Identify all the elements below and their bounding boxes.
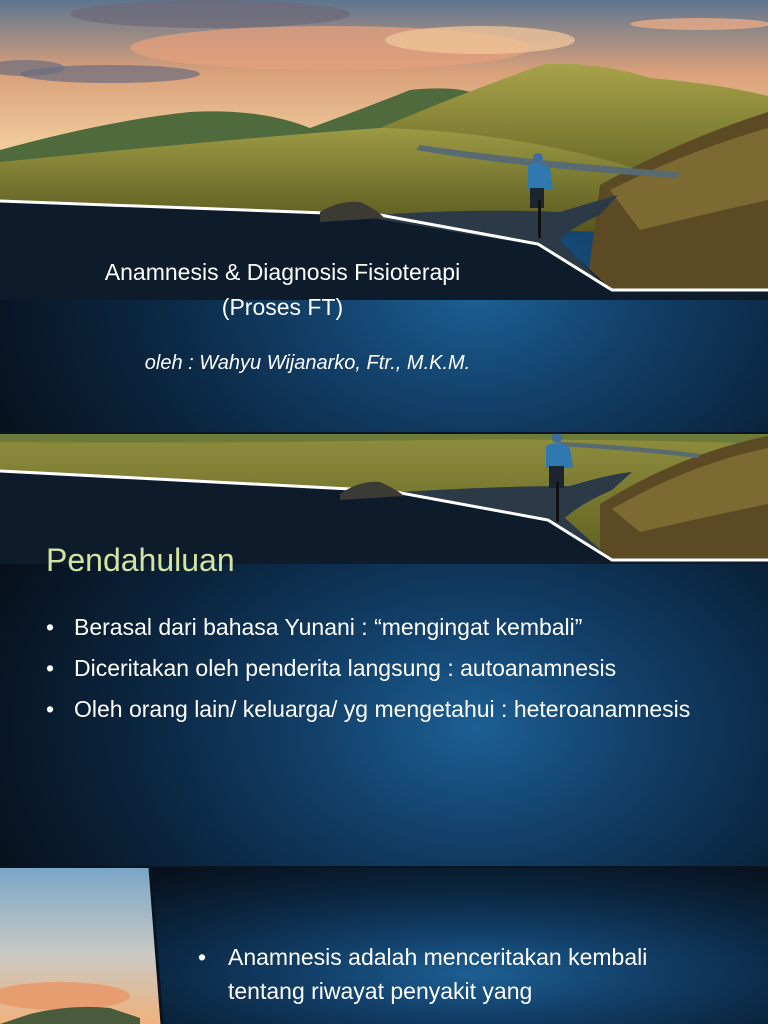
slide-1 bbox=[0, 0, 768, 432]
bullet-icon: • bbox=[46, 655, 55, 681]
bullet-text: Diceritakan oleh penderita langsung : autoanamnesis bbox=[74, 655, 617, 681]
slide-3 bbox=[0, 868, 768, 1024]
bullet-text: Oleh orang lain/ keluarga/ yg mengetahui : heteroanamnesis bbox=[74, 696, 691, 722]
slide-title-line-2: (Proses FT) bbox=[221, 294, 344, 320]
bullet-icon: • bbox=[46, 696, 55, 722]
bullet-item bbox=[46, 610, 736, 644]
section-heading: Pendahuluan bbox=[46, 542, 235, 578]
bullet-item bbox=[46, 651, 736, 685]
bullet-item bbox=[46, 692, 736, 726]
bullet-list bbox=[46, 610, 736, 733]
bullet-text: Anamnesis adalah menceritakan kembali tentang riwayat penyakit yang bbox=[228, 944, 648, 1004]
bullet-item bbox=[198, 940, 718, 1008]
slide-title-line-1: Anamnesis & Diagnosis Fisioterapi bbox=[104, 259, 461, 285]
author-byline: oleh : Wahyu Wijanarko, Ftr., M.K.M. bbox=[144, 352, 471, 374]
bullet-list bbox=[198, 940, 718, 1008]
bullet-text: Berasal dari bahasa Yunani : “mengingat kembali” bbox=[74, 614, 583, 640]
bullet-icon: • bbox=[198, 944, 207, 970]
slide-2 bbox=[0, 434, 768, 866]
bullet-icon: • bbox=[46, 614, 55, 640]
